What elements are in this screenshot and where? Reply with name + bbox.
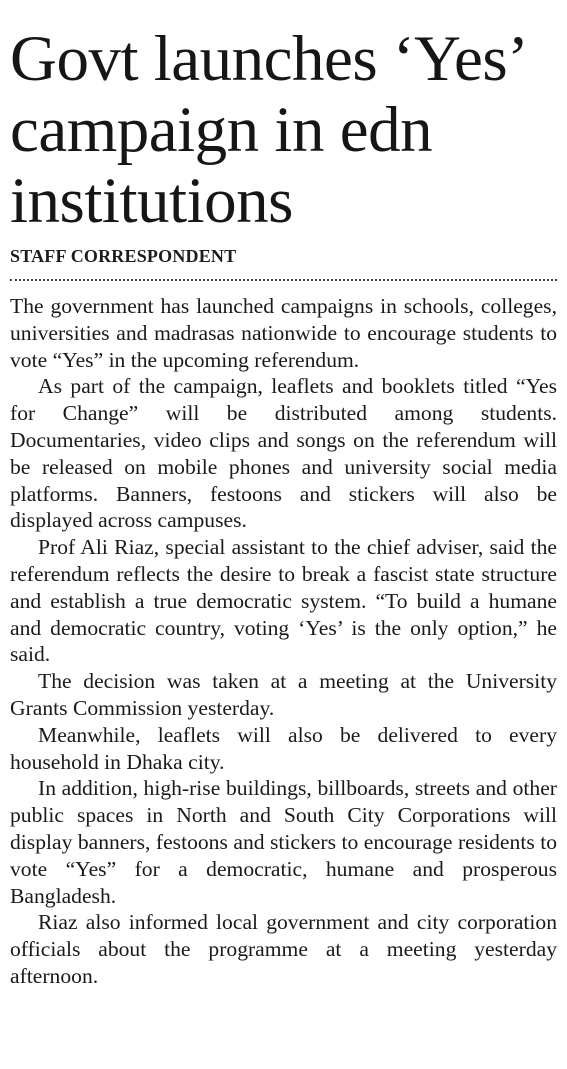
byline: STAFF CORRESPONDENT xyxy=(10,246,237,266)
body-paragraph: The government has launched campaigns in schools, colleges, universities and madrasas nationwide to encourage students to vote “Yes” in the upcoming referendum. xyxy=(10,294,557,372)
body-paragraph: In addition, high-rise buildings, billboards, streets and other public spaces in North and South City Corporations will display banners, festoons and stickers to encourage residents to vote “Yes” for a democratic, humane and prosperous Bangladesh. xyxy=(10,776,557,908)
body-paragraph: The decision was taken at a meeting at the University Grants Commission yesterday. xyxy=(10,669,557,720)
dotted-divider xyxy=(10,279,557,281)
body-paragraph: As part of the campaign, leaflets and booklets titled “Yes for Change” will be distributed among students. Documentaries, video clips and songs on the referendum will be released on mobile phones and university social media platforms. Banners, festoons and stickers will also be displayed across campuses. xyxy=(10,374,557,533)
article-body xyxy=(10,293,557,990)
news-article xyxy=(10,0,557,990)
body-paragraph: Meanwhile, leaflets will also be delivered to every household in Dhaka city. xyxy=(10,722,557,774)
headline: Govt launches ‘Yes’ campaign in edn institutions xyxy=(10,23,524,237)
body-paragraph: Prof Ali Riaz, special assistant to the chief adviser, said the referendum reflects the desire to break a fascist state structure and establish a true democratic system. “To build a humane and democratic country, voting ‘Yes’ is the only option,” he said. xyxy=(10,535,557,667)
body-paragraph: Riaz also informed local government and city corporation officials about the programme at a meeting yesterday afternoon. xyxy=(10,910,557,988)
